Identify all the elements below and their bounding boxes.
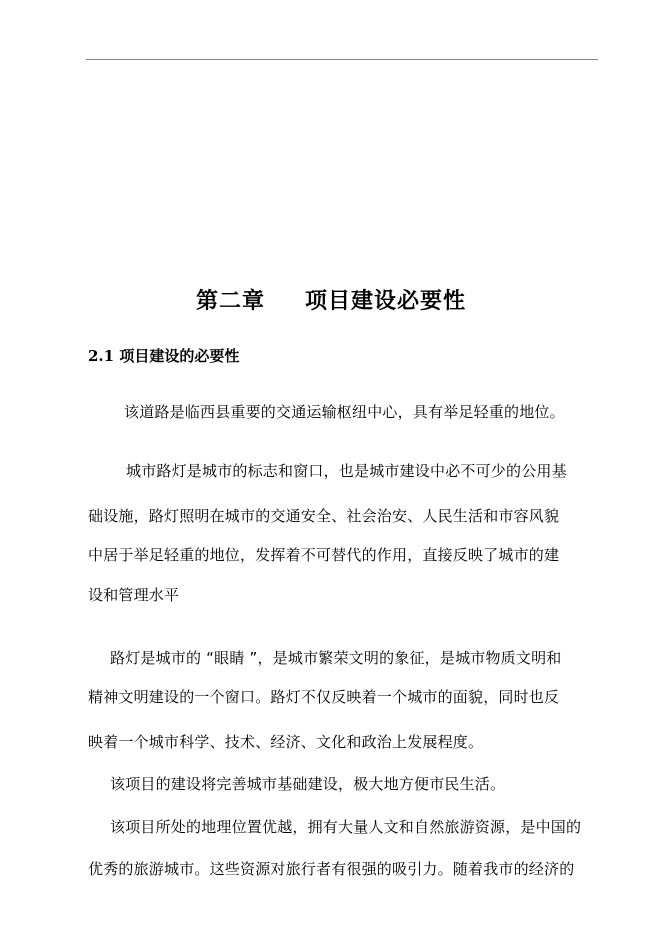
paragraph-2-line-2: 础设施，路灯照明在城市的交通安全、社会治安、人民生活和市容风貌 — [88, 507, 560, 525]
paragraph-4-line-1: 该项目的建设将完善城市基础建设，极大地方便市民生活。 — [110, 775, 506, 793]
paragraph-2-line-4: 设和管理水平 — [88, 586, 180, 604]
section-heading: 2.1 项目建设的必要性 — [88, 347, 240, 365]
paragraph-3-line-2: 精神文明建设的一个窗口。路灯不仅反映着一个城市的面貌，同时也反 — [88, 688, 560, 706]
paragraph-5-line-1: 该项目所处的地理位置优越，拥有大量人文和自然旅游资源，是中国的 — [110, 818, 582, 836]
chapter-number: 第二章 — [195, 288, 265, 314]
paragraph-1-line-1: 该道路是临西县重要的交通运输枢纽中心，具有举足轻重的地位。 — [124, 403, 565, 421]
paragraph-3-line-1: 路灯是城市的 “眼睛 ”，是城市繁荣文明的象征，是城市物质文明和 — [110, 649, 562, 667]
header-rule — [86, 59, 598, 60]
paragraph-2-line-1: 城市路灯是城市的标志和窗口，也是城市建设中必不可少的公用基 — [126, 462, 567, 480]
paragraph-3-line-3: 映着一个城市科学、技术、经济、文化和政治上发展程度。 — [88, 733, 484, 751]
paragraph-2-line-3: 中居于举足轻重的地位，发挥着不可替代的作用，直接反映了城市的建 — [88, 546, 560, 564]
chapter-title — [0, 284, 662, 315]
paragraph-5-line-2: 优秀的旅游城市。这些资源对旅行者有很强的吸引力。随着我市的经济的 — [88, 860, 575, 878]
chapter-name: 项目建设必要性 — [305, 288, 467, 314]
